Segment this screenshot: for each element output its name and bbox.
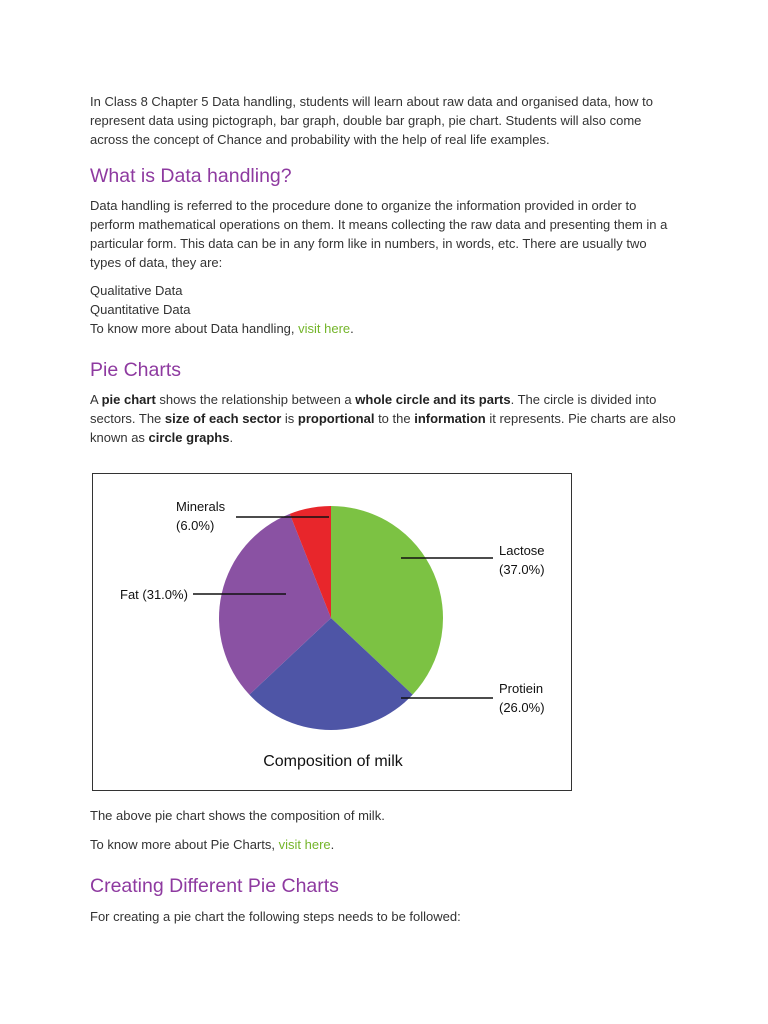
data-type-quantitative: Quantitative Data bbox=[90, 302, 191, 317]
pie-charts-paragraph bbox=[90, 390, 680, 447]
heading-pie-charts: Pie Charts bbox=[90, 359, 182, 381]
bold-run: information bbox=[414, 411, 486, 426]
text-run: shows the relationship between a bbox=[159, 392, 352, 407]
bold-run: size of each sector bbox=[164, 411, 282, 426]
label-fat: Fat (31.0%) bbox=[120, 587, 188, 602]
pie-caption-line: The above pie chart shows the composition of milk. bbox=[90, 808, 385, 823]
bold-run: proportional bbox=[297, 411, 375, 426]
label-lactose-pct: (37.0%) bbox=[499, 562, 545, 577]
heading-data-handling: What is Data handling? bbox=[90, 165, 292, 187]
more-suffix: . bbox=[330, 837, 335, 852]
data-handling-more bbox=[90, 319, 680, 338]
text-run: . bbox=[229, 430, 234, 445]
article-after-figure bbox=[90, 806, 680, 926]
label-minerals-pct: (6.0%) bbox=[176, 518, 215, 533]
pie-chart-figure bbox=[92, 473, 572, 791]
data-handling-paragraph: Data handling is referred to the procedure done to organize the information provided in order to perform mathematical operations on them. It means collecting the raw data and presenting them in a particular form. This data can be in any form like in numbers, in words, etc. There are usually two types of data, they are: bbox=[90, 198, 668, 270]
pie-charts-more bbox=[90, 835, 680, 854]
bold-run: whole circle and its parts bbox=[355, 392, 511, 407]
text-run: A bbox=[90, 392, 98, 407]
text-run: to the bbox=[378, 411, 411, 426]
text-run: is bbox=[284, 411, 295, 426]
text-run: . The circle is divided into sectors. The bbox=[90, 392, 657, 426]
label-protein-pct: (26.0%) bbox=[499, 700, 545, 715]
text-run: it represents. Pie charts are also known as bbox=[90, 411, 676, 445]
more-suffix: . bbox=[350, 321, 354, 336]
creating-paragraph: For creating a pie chart the following steps needs to be followed: bbox=[90, 909, 461, 924]
intro-paragraph: In Class 8 Chapter 5 Data handling, students will learn about raw data and organised data, how to represent data using pictograph, bar graph, double bar graph, pie chart. Students will also come across the concept of Chance and probability with the help of real life examples. bbox=[90, 94, 653, 147]
heading-creating-pie-charts: Creating Different Pie Charts bbox=[90, 875, 339, 897]
data-handling-visit-link[interactable]: visit here bbox=[298, 321, 351, 336]
pie-chart bbox=[93, 474, 571, 790]
pie-slices bbox=[219, 506, 443, 730]
chart-title: Composition of milk bbox=[263, 753, 403, 770]
label-minerals-name: Minerals bbox=[176, 499, 226, 514]
article bbox=[90, 92, 680, 447]
more-prefix: To know more about Data handling, bbox=[90, 321, 295, 336]
more-prefix: To know more about Pie Charts, bbox=[90, 837, 275, 852]
label-protein-name: Protiein bbox=[499, 681, 544, 696]
label-lactose-name: Lactose bbox=[499, 543, 545, 558]
bold-run: circle graphs bbox=[148, 430, 230, 445]
bold-run: pie chart bbox=[101, 392, 156, 407]
data-type-qualitative: Qualitative Data bbox=[90, 283, 183, 298]
pie-charts-visit-link[interactable]: visit here bbox=[278, 837, 331, 852]
